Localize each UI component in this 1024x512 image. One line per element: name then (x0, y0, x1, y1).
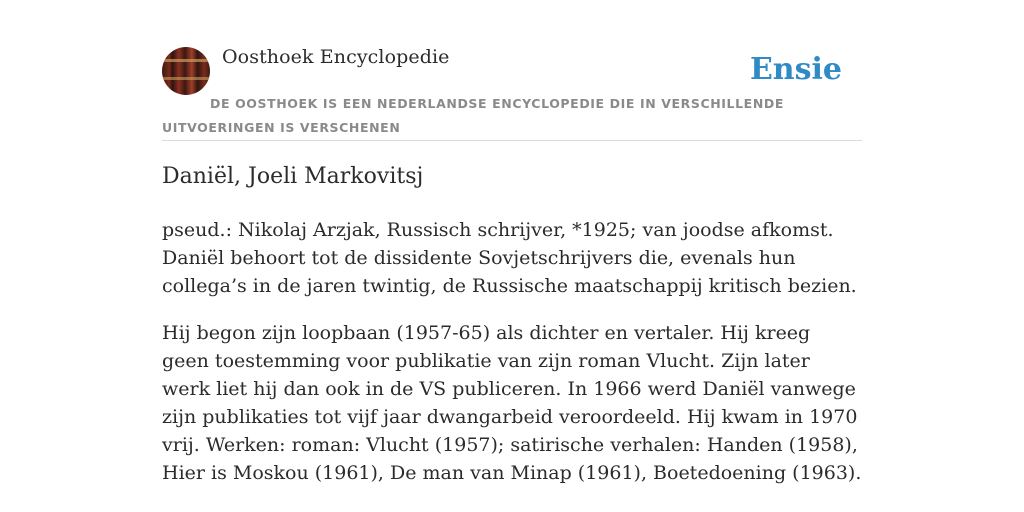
article-paragraph: pseud.: Nikolaj Arzjak, Russisch schrijver, *1925; van joodse afkomst. Daniël behoort tot de dissidente Sovjetschrijvers die, evenals hun collega’s in de jaren twintig, de Russische maatschappij kritisch bezien. (162, 219, 857, 297)
brand-logo[interactable]: Ensie (749, 52, 842, 87)
site-title[interactable]: Oosthoek Encyclopedie (222, 46, 450, 68)
book-spine-band (162, 77, 210, 80)
encyclopedia-avatar[interactable] (162, 47, 210, 95)
book-spine-band (162, 59, 210, 62)
article-paragraph: Hij begon zijn loopbaan (1957-65) als dichter en vertaler. Hij kreeg geen toestemming voor publikatie van zijn roman Vlucht. Zijn later werk liet hij dan ook in de VS publiceren. In 1966 werd Daniël vanwege zijn publikaties tot vijf jaar dwangarbeid veroordeeld. Hij kwam in 1970 vrij. Werken: roman: Vlucht (1957); satirische verhalen: Handen (1958), Hier is Moskou (1961), De man van Minap (1961), Boetedoening (1963). (162, 322, 862, 484)
page-container (162, 0, 862, 484)
site-tagline: DE OOSTHOEK IS EEN NEDERLANDSE ENCYCLOPEDIE DIE IN VERSCHILLENDE UITVOERINGEN IS VERSCHENEN (162, 96, 784, 135)
article-title: Daniël, Joeli Markovitsj (162, 164, 424, 189)
header (162, 0, 862, 141)
